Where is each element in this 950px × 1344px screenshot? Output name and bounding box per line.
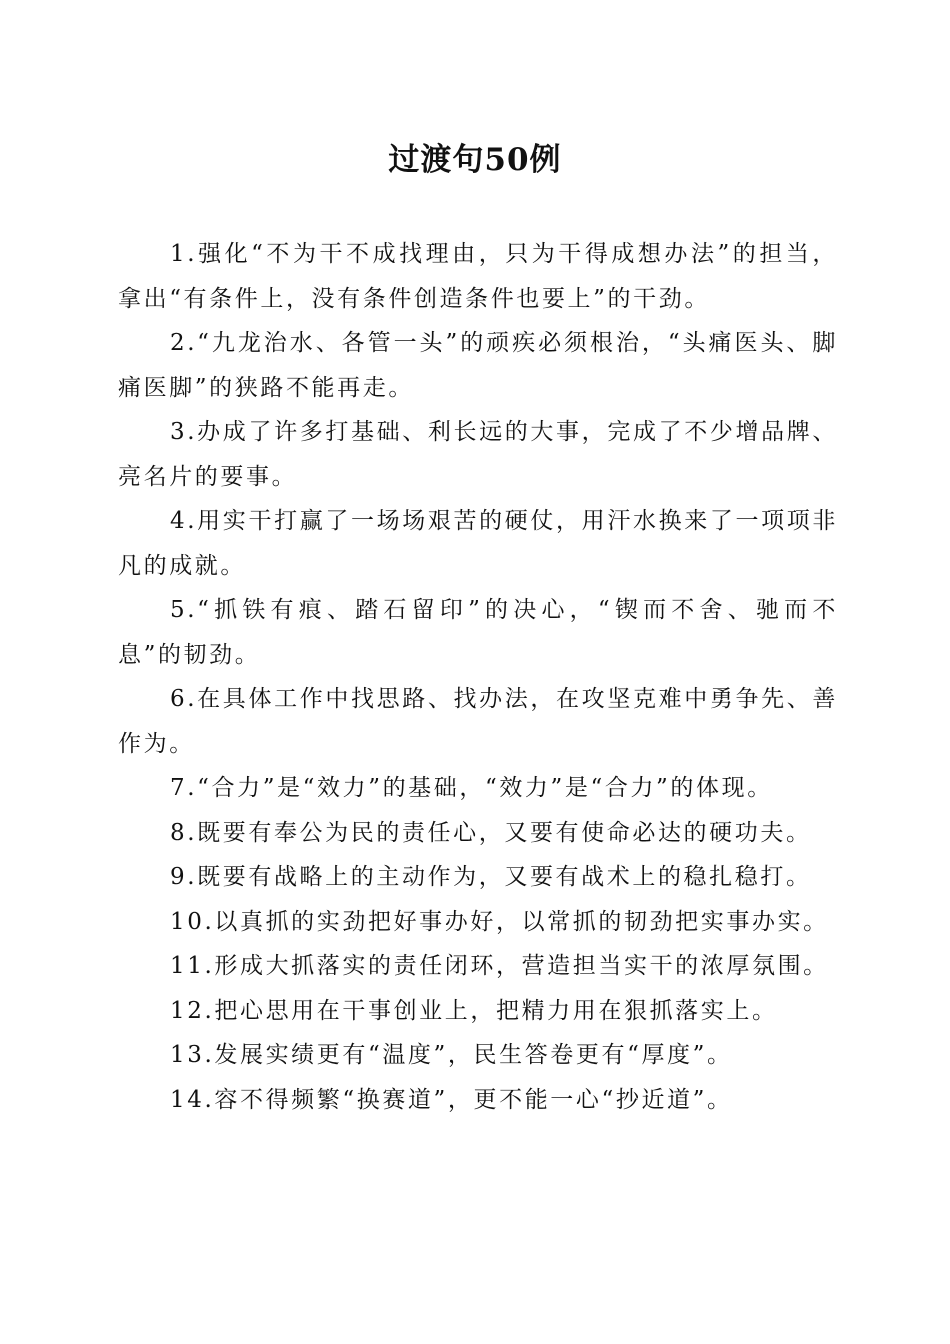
paragraph-10: 10.以真抓的实劲把好事办好，以常抓的韧劲把实事办实。	[170, 908, 829, 935]
paragraph-3: 3.办成了许多打基础、利长远的大事，完成了不少增品牌、亮名片的要事。	[118, 419, 838, 490]
paragraph-9: 9.既要有战略上的主动作为，又要有战术上的稳扎稳打。	[170, 864, 812, 890]
paragraph-11: 11.形成大抓落实的责任闭环，营造担当实干的浓厚氛围。	[170, 953, 829, 979]
paragraph-7: 7.“合力”是“效力”的基础，“效力”是“合力”的体现。	[170, 775, 773, 801]
paragraph-2: 2.“九龙治水、各管一头”的顽疾必须根治，“头痛医头、脚痛医脚”的狭路不能再走。	[118, 330, 838, 401]
paragraph-8: 8.既要有奉公为民的责任心，又要有使命必达的硬功夫。	[170, 819, 812, 846]
paragraph-14: 14.容不得频繁“换赛道”，更不能一心“抄近道”。	[170, 1086, 733, 1113]
paragraph-12: 12.把心思用在干事创业上，把精力用在狠抓落实上。	[170, 997, 778, 1024]
paragraph-1: 1.强化“不为干不成找理由，只为干得成想办法”的担当，拿出“有条件上，没有条件创造条件也要上”的干劲。	[118, 241, 838, 312]
document-body	[118, 232, 838, 1122]
paragraph-13: 13.发展实绩更有“温度”，民生答卷更有“厚度”。	[170, 1042, 733, 1068]
paragraph-5: 5.“抓铁有痕、踏石留印”的决心，“锲而不舍、驰而不息”的韧劲。	[118, 597, 838, 668]
paragraph-4: 4.用实干打赢了一场场艰苦的硬仗，用汗水换来了一项项非凡的成就。	[118, 508, 838, 579]
document-title: 过渡句50例	[388, 142, 562, 178]
paragraph-6: 6.在具体工作中找思路、找办法，在攻坚克难中勇争先、善作为。	[118, 686, 838, 757]
